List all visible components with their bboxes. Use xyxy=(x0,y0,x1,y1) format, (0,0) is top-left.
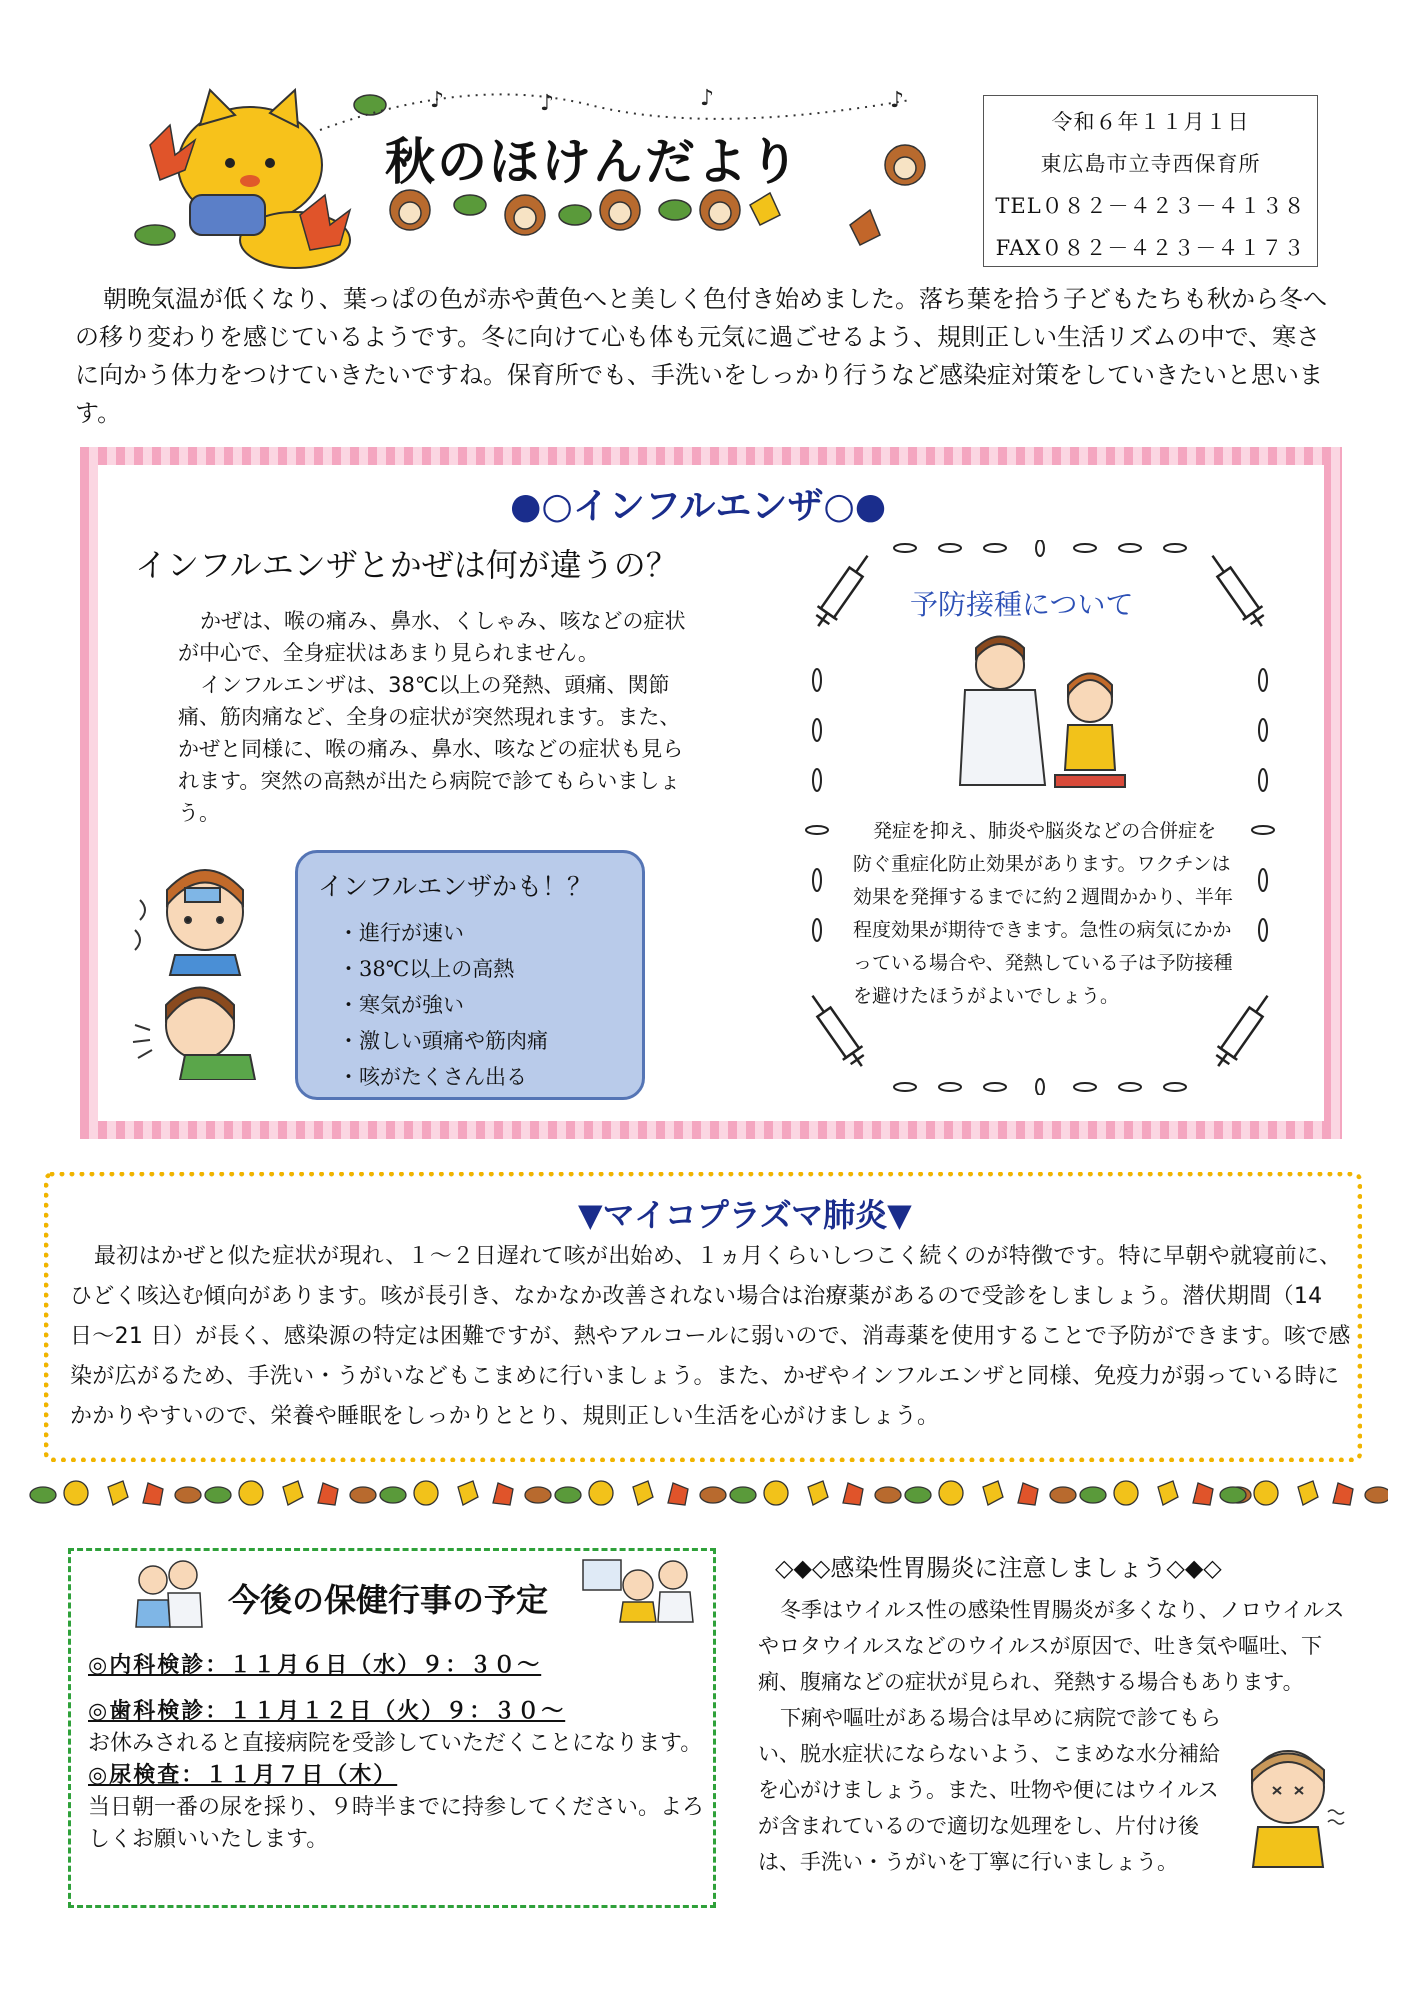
schedule-item-note: 当日朝一番の尿を採り、９時半までに持参してください。よろしくお願いいたします。 xyxy=(88,1795,705,1852)
checklist-item: ・38℃以上の高熱 xyxy=(338,957,515,981)
schedule-title: 今後の保健行事の予定 xyxy=(228,1581,549,1619)
influenza-explanation xyxy=(178,605,686,829)
feverish-child-icon xyxy=(135,870,243,975)
school-name: 東広島市立寺西保育所 xyxy=(1040,152,1261,176)
health-check-icon xyxy=(128,1555,208,1630)
vaccine-title: 予防接種について xyxy=(910,588,1134,621)
sick-children-illustration xyxy=(130,860,270,1080)
svg-text:♪: ♪ xyxy=(430,88,445,113)
vaccine-paragraph: 発症を抑え、肺炎や脳炎などの合併症を防ぐ重症化防止効果があります。ワクチンは効果を発揮するまでに約２週間かかり、半年程度効果が期待できます。急性の病気にかかっている場合や、発熱している子は予防接種を避けたほうがよいでしょう。 xyxy=(853,820,1234,1007)
mycoplasma-heading: ▼マイコプラズマ肺炎▼ xyxy=(578,1196,912,1234)
checklist-item: ・寒気が強い xyxy=(338,993,464,1017)
autumn-leaf-divider xyxy=(28,1475,1388,1515)
influenza-paragraph: かぜは、喉の痛み、鼻水、くしゃみ、咳などの症状が中心で、全身症状はあまり見られません。 xyxy=(178,609,686,665)
influenza-question: インフルエンザとかぜは何が違うの？ xyxy=(135,546,678,584)
mycoplasma-text: 最初はかぜと似た症状が現れ、１～２日遅れて咳が出始め、１ヵ月くらいしつこく続くのが特徴です。特に早朝や就寝前に、ひどく咳込む傾向があります。咳が長引き、なかなか改善されない場合は治療薬があるので受診をしましょう。潜伏期間（14 日～21 日）が長く、感染源の特定は困難ですが、熱やアルコールに弱いので、消毒薬を使用することで予防ができます。咳で感染が広がるため、手洗い・うがいなどもこまめに行いましょう。また、かぜやインフルエンザと同様、免疫力が弱っている時にかかりやすいので、栄養や睡眠をしっかりととり、規則正しい生活を心がけましょう。 xyxy=(70,1244,1351,1429)
influenza-paragraph: インフルエンザは、38℃以上の発熱、頭痛、関節痛、筋肉痛など、全身の症状が突然現れます。また、かぜと同様に、喉の痛み、鼻水、咳などの症状も見られます。突然の高熱が出たら病院で診てもらいましょう。 xyxy=(178,673,684,825)
checklist-item: ・激しい頭痛や筋肉痛 xyxy=(338,1029,548,1053)
schedule-item-label: ◎尿検査：１１月７日（木） xyxy=(88,1763,398,1788)
svg-text:♪: ♪ xyxy=(890,88,905,113)
intro-paragraph: 朝晩気温が低くなり、葉っぱの色が赤や黄色へと美しく色付き始めました。落ち葉を拾う子どもたちも秋から冬への移り変わりを感じているようです。冬に向けて心も体も元気に過ごせるよう、規則正しい生活リズムの中で、寒さに向かう体力をつけていきたいですね。保育所でも、手洗いをしっかり行うなど感染症対策をしていきたいと思います。 xyxy=(75,285,1327,427)
fax-number: FAX０８２－４２３－４１７３ xyxy=(995,236,1306,260)
gastro-heading: ◇◆◇感染性胃腸炎に注意しましょう◇◆◇ xyxy=(775,1554,1222,1582)
checklist-title: インフルエンザかも！？ xyxy=(318,872,593,901)
dental-check-icon xyxy=(578,1550,708,1630)
checklist-item: ・進行が速い xyxy=(338,921,464,945)
schedule-item-label: ◎内科検診：１１月６日（水）９：３０～ xyxy=(88,1653,542,1678)
vaccine-text xyxy=(853,815,1233,1013)
gastro-paragraph: 下痢や嘔吐がある場合は早めに病院で診てもらい、脱水症状にならないよう、こまめな水分補給を心がけましょう。また、吐物や便にはウイルスが含まれているので適切な処理をし、片付け後は、手洗い・うがいを丁寧に行いましょう。 xyxy=(758,1706,1221,1874)
doctor-and-child-icon xyxy=(960,637,1125,788)
schedule-list xyxy=(88,1650,708,1856)
gastro-paragraph: 冬季はウイルス性の感染性胃腸炎が多くなり、ノロウイルスやロタウイルスなどのウイルスが原因で、吐き気や嘔吐、下痢、腹痛などの症状が見られ、発熱する場合もあります。 xyxy=(758,1598,1345,1694)
schedule-item-note: お休みされると直接病院を受診していただくことになります。 xyxy=(88,1731,703,1756)
page-title: 秋のほけんだより xyxy=(385,133,801,191)
svg-text:♪: ♪ xyxy=(540,91,555,116)
checklist-item: ・咳がたくさん出る xyxy=(338,1065,527,1089)
influenza-heading: ●○インフルエンザ○● xyxy=(510,486,887,527)
svg-text:♪: ♪ xyxy=(700,86,715,111)
issue-date: 令和６年１１月１日 xyxy=(1051,110,1250,134)
influenza-checklist-box xyxy=(295,850,645,1100)
schedule-item-label: ◎歯科検診：１１月１２日（火）９：３０～ xyxy=(88,1699,566,1724)
tel-number: TEL０８２－４２３－４１３８ xyxy=(995,194,1306,218)
stomachache-child-icon xyxy=(1238,1742,1348,1872)
school-info-box xyxy=(983,95,1318,267)
coughing-child-icon xyxy=(133,988,255,1081)
